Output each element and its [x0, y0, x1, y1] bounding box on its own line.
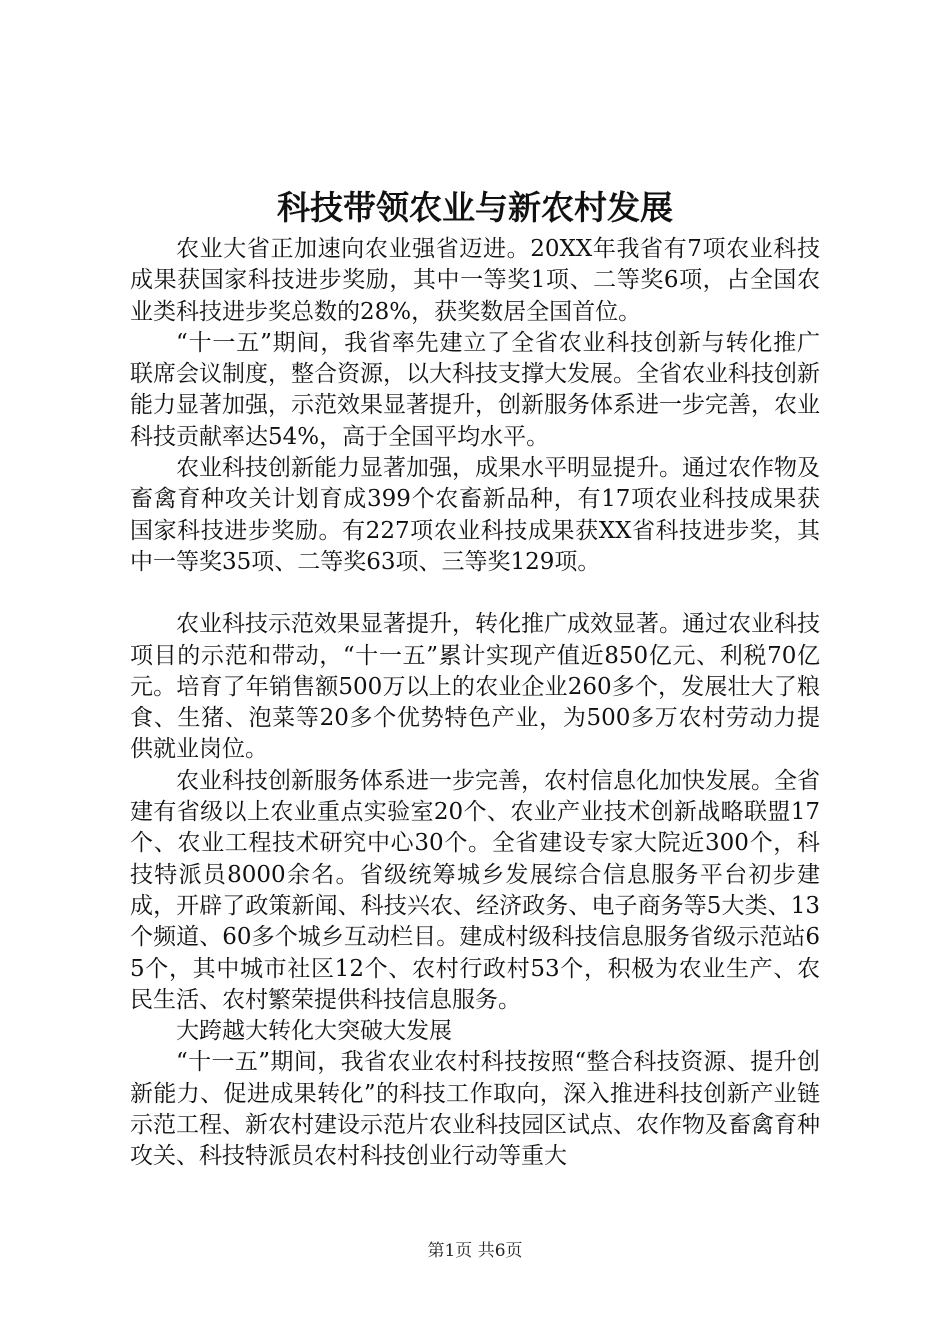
paragraph-2: “十一五”期间，我省率先建立了全省农业科技创新与转化推广联席会议制度，整合资源，以大科技支撑大发展。全省农业科技创新能力显著加强，示范效果显著提升，创新服务体系进一步完善，农业科技贡献率达54%，高于全国平均水平。	[130, 329, 820, 450]
paragraph-3: 农业科技创新能力显著加强，成果水平明显提升。通过农作物及畜禽育种攻关计划育成399个农畜新品种，有17项农业科技成果获国家科技进步奖励。有227项农业科技成果获XX省科技进步奖，其中一等奖35项、二等奖63项、三等奖129项。	[130, 455, 820, 575]
document-body	[130, 234, 820, 1173]
page-footer: 第1页 共6页	[427, 1241, 523, 1261]
paragraph-1: 农业大省正加速向农业强省迈进。20XX年我省有7项农业科技成果获国家科技进步奖励，其中一等奖1项、二等奖6项，占全国农业类科技进步奖总数的28%，获奖数居全国首位。	[130, 236, 820, 325]
paragraph-6: “十一五”期间，我省农业农村科技按照“整合科技资源、提升创新能力、促进成果转化”的科技工作取向，深入推进科技创新产业链示范工程、新农村建设示范片农业科技园区试点、农作物及畜禽育种攻关、科技特派员农村科技创业行动等重大	[130, 1049, 820, 1170]
paragraph-4: 农业科技示范效果显著提升，转化推广成效显著。通过农业科技项目的示范和带动，“十一五”累计实现产值近850亿元、利税70亿元。培育了年销售额500万以上的农业企业260多个，发展壮大了粮食、生猪、泡菜等20多个优势特色产业，为500多万农村劳动力提供就业岗位。	[130, 611, 820, 763]
paragraph-5: 农业科技创新服务体系进一步完善，农村信息化加快发展。全省建有省级以上农业重点实验室20个、农业产业技术创新战略联盟17个、农业工程技术研究中心30个。全省建设专家大院近300个，科技特派员8000余名。省级统筹城乡发展综合信息服务平台初步建成，开辟了政策新闻、科技兴农、经济政务、电子商务等5大类、13个频道、60多个城乡互动栏目。建成村级科技信息服务省级示范站65个，其中城市社区12个、农村行政村53个，积极为农业生产、农民生活、农村繁荣提供科技信息服务。	[130, 767, 820, 1013]
document-title: 科技带领农业与新农村发展	[277, 188, 673, 227]
section-heading: 大跨越大转化大突破大发展	[176, 1018, 452, 1045]
